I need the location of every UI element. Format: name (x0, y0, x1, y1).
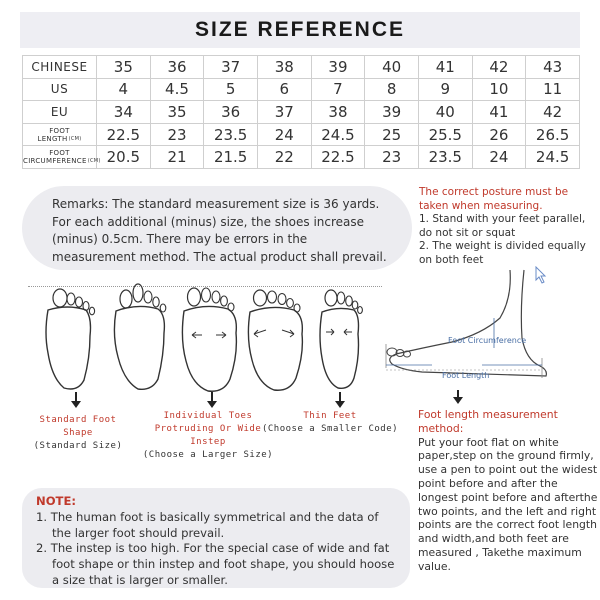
row-label (23, 146, 101, 169)
row-label-line-1: FOOT (49, 126, 70, 135)
size-table-cell: 25.5 (418, 123, 472, 146)
size-table-cell: 23.5 (204, 123, 258, 146)
size-table-cell: 4.5 (150, 78, 204, 101)
size-table-cell: 9 (418, 78, 472, 101)
note-heading: NOTE: (36, 494, 77, 508)
size-table-cell: 37 (257, 101, 311, 124)
size-table-row (23, 123, 580, 146)
foot-length-label: Foot Length (442, 371, 490, 380)
posture-instructions (419, 186, 594, 267)
size-table-cell: 43 (526, 56, 580, 79)
size-table-row (23, 101, 580, 124)
size-table-cell: 23.5 (418, 146, 472, 169)
size-table-cell: 4 (97, 78, 151, 101)
size-table-cell: 8 (365, 78, 419, 101)
size-table-cell: 26 (472, 123, 526, 146)
size-table-cell: 24 (472, 146, 526, 169)
caption-larger-hint: (Choose a Larger Size) (142, 450, 274, 460)
standard-arrow-icon (75, 392, 77, 406)
caption-standard-hint: (Standard Size) (33, 441, 123, 451)
method-text: Put your foot flat on white paper,step on the ground firmly, use a pen to point out the widest point before and after the longest point before and afterthe two points, and the left and right points are the correct foot length and width,and both feet are measured , Takethe maximum value. (418, 435, 598, 573)
size-table-cell: 39 (311, 56, 365, 79)
size-table-cell: 11 (526, 78, 580, 101)
method-arrow-icon (457, 390, 459, 402)
side-view-foot-icon (382, 268, 558, 384)
size-table-cell: 24.5 (311, 123, 365, 146)
size-table-cell: 7 (311, 78, 365, 101)
size-table-cell: 25 (365, 123, 419, 146)
size-table-cell: 24 (257, 123, 311, 146)
caption-larger-name: Individual Toes Protruding Or Wide Instep (154, 411, 262, 447)
caption-thin (256, 410, 404, 436)
size-table-row (23, 56, 580, 79)
size-table-cell: 34 (97, 101, 151, 124)
standard-foot-icon (38, 288, 100, 394)
size-table-cell: 38 (257, 56, 311, 79)
size-table-cell: 40 (365, 56, 419, 79)
size-table-cell: 21 (150, 146, 204, 169)
row-label-line-2-text: LENGTH (37, 134, 68, 143)
row-label-line-2 (23, 135, 96, 143)
size-table-cell: 22 (257, 146, 311, 169)
size-table-row (23, 78, 580, 101)
posture-title: The correct posture must be taken when measuring. (419, 186, 569, 212)
size-table-cell: 35 (150, 101, 204, 124)
size-table-cell: 20.5 (97, 146, 151, 169)
size-table-cell: 41 (418, 56, 472, 79)
note-item-1: 1. The human foot is basically symmetrical and the data of the larger foot should prevail. (36, 509, 379, 540)
row-label (23, 123, 97, 146)
size-table-cell: 35 (97, 56, 151, 79)
size-table-cell: 6 (257, 78, 311, 101)
wide-foot-icon (244, 288, 308, 396)
size-table-cell: 40 (418, 101, 472, 124)
posture-step-2: 2. The weight is divided equally on both feet (419, 240, 586, 266)
remarks-panel (22, 186, 412, 270)
wide-instep-foot-icon (178, 285, 242, 397)
size-table-cell: 23 (150, 123, 204, 146)
size-table-cell: 39 (365, 101, 419, 124)
size-chart-table (22, 55, 580, 169)
size-table-cell: 42 (526, 101, 580, 124)
title-bar (20, 12, 580, 48)
row-label-unit: (CM) (68, 135, 82, 142)
size-table-cell: 36 (204, 101, 258, 124)
row-label: EU (23, 101, 97, 124)
thin-foot-icon (310, 288, 370, 394)
size-table-row (23, 146, 580, 169)
caption-thin-name: Thin Feet (303, 411, 357, 421)
foot-circumference-label: Foot Circumference (448, 336, 527, 345)
size-table-cell: 24.5 (526, 146, 580, 169)
row-label-line-2-text: CIRCUMFERENCE (23, 157, 87, 166)
row-label: CHINESE (23, 56, 97, 79)
page-title: SIZE REFERENCE (194, 18, 406, 41)
row-label: US (23, 78, 97, 101)
size-table-cell: 38 (311, 101, 365, 124)
size-table-cell: 22.5 (311, 146, 365, 169)
caption-standard-name: Standard Foot Shape (39, 415, 117, 438)
posture-step-1: 1. Stand with your feet parallel, do not sit or squat (419, 213, 586, 239)
size-table-cell: 36 (150, 56, 204, 79)
remarks-text: Remarks: The standard measurement size is 36 yards. For each additional (minus) size, the shoes increase (minus) 0.5cm. There may be errors in the measurement method. The actual product shall prevail. (52, 197, 387, 264)
larger-arrow-icon (211, 392, 213, 406)
row-label-line-1: FOOT (49, 149, 70, 158)
row-label-unit: (CM) (87, 158, 101, 165)
size-table-cell: 5 (204, 78, 258, 101)
size-table-cell: 37 (204, 56, 258, 79)
row-label-line-2 (23, 157, 101, 166)
size-table-cell: 21.5 (204, 146, 258, 169)
caption-thin-hint: (Choose a Smaller Code) (261, 424, 399, 434)
measurement-method (418, 408, 598, 574)
size-table-cell: 26.5 (526, 123, 580, 146)
caption-standard (30, 414, 126, 453)
size-table-cell: 22.5 (97, 123, 151, 146)
smaller-arrow-icon (339, 392, 341, 406)
note-item-2: 2. The instep is too high. For the special case of wide and fat foot shape or thin instep and foot shape, you should hoose a size that is larger or smaller. (36, 541, 395, 587)
size-table-cell: 10 (472, 78, 526, 101)
method-title: Foot length measurement method: (418, 408, 558, 435)
toes-protruding-foot-icon (108, 283, 172, 395)
size-table-cell: 41 (472, 101, 526, 124)
note-panel (22, 488, 410, 588)
size-table-cell: 42 (472, 56, 526, 79)
size-table-cell: 23 (365, 146, 419, 169)
